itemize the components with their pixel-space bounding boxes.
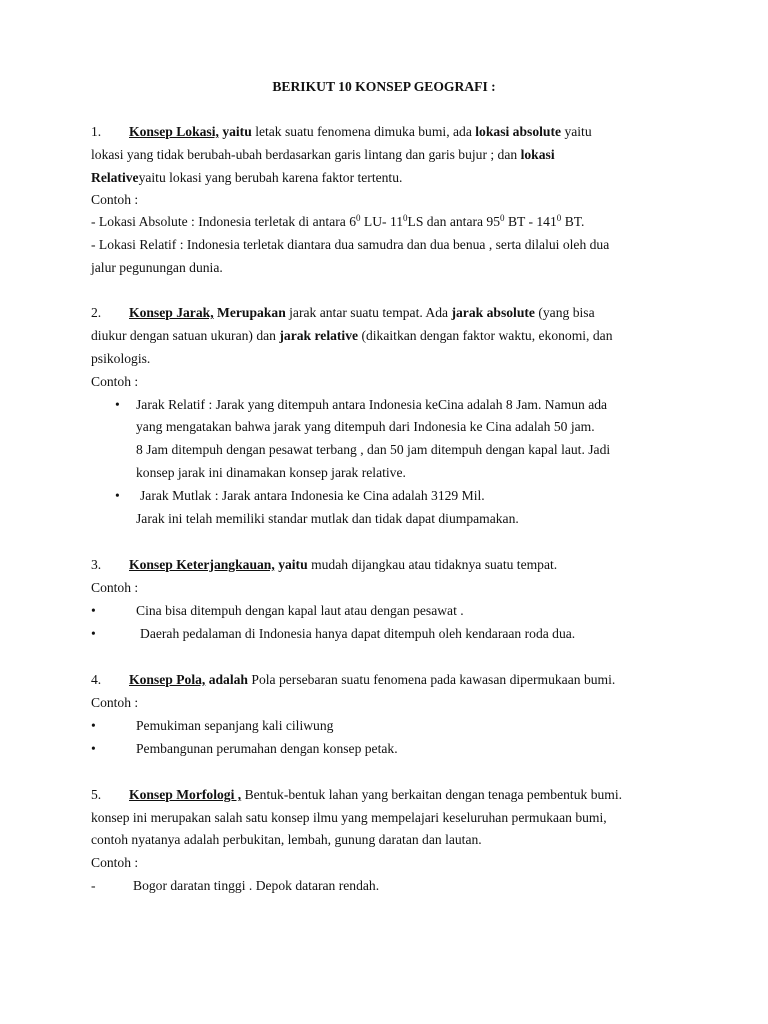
s4-bullet-2: Pembangunan perumahan dengan konsep petak. bbox=[136, 741, 398, 756]
s5-line-3: contoh nyatanya adalah perbukitan, lembah, gunung daratan dan lautan. bbox=[91, 832, 482, 847]
bullet-marker: • bbox=[115, 488, 120, 503]
s3-contoh-label: Contoh : bbox=[91, 580, 139, 595]
s1-term: Konsep Lokasi, bbox=[129, 124, 219, 139]
s4-bullet-1: Pemukiman sepanjang kali ciliwung bbox=[136, 718, 334, 733]
s2-bullet-1-line-1: Jarak Relatif : Jarak yang ditempuh antara Indonesia keCina adalah 8 Jam. Namun ada bbox=[136, 397, 608, 412]
s3-bullet-2: Daerah pedalaman di Indonesia hanya dapat ditempuh oleh kendaraan roda dua. bbox=[140, 626, 576, 641]
bullet-marker: • bbox=[91, 741, 96, 756]
s1-example-2-cont: jalur pegunungan dunia. bbox=[91, 260, 223, 275]
s5-contoh-label: Contoh : bbox=[91, 855, 139, 870]
s3-bullet-1: Cina bisa ditempuh dengan kapal laut atau dengan pesawat . bbox=[136, 603, 464, 618]
s5-line-1: 5. Konsep Morfologi , Bentuk-bentuk lahan yang berkaitan dengan tenaga pembentuk bumi. bbox=[91, 787, 623, 802]
s1-line-3: Relativeyaitu lokasi yang berubah karena faktor tertentu. bbox=[91, 170, 403, 185]
s4-contoh-label: Contoh : bbox=[91, 695, 139, 710]
s1-contoh-label: Contoh : bbox=[91, 192, 139, 207]
s3-line-1: 3. Konsep Keterjangkauan, yaitu mudah dijangkau atau tidaknya suatu tempat. bbox=[91, 557, 558, 572]
s2-bullet-1-line-2: yang mengatakan bahwa jarak yang ditempuh dari Indonesia ke Cina adalah 50 jam. bbox=[136, 419, 595, 434]
s1-line-2: lokasi yang tidak berubah-ubah berdasarkan garis lintang dan garis bujur ; dan lokasi bbox=[91, 147, 555, 162]
s4-term: Konsep Pola, bbox=[129, 672, 206, 687]
s2-contoh-label: Contoh : bbox=[91, 374, 139, 389]
s2-bullet-1-line-3: 8 Jam ditempuh dengan pesawat terbang , dan 50 jam ditempuh dengan kapal laut. Jadi bbox=[136, 442, 611, 457]
bullet-marker: • bbox=[91, 718, 96, 733]
s2-term: Konsep Jarak, bbox=[129, 305, 214, 320]
s1-example-2: - Lokasi Relatif : Indonesia terletak diantara dua samudra dan dua benua , serta dilalui oleh dua bbox=[91, 237, 610, 252]
bullet-marker: • bbox=[115, 397, 120, 412]
page-title: BERIKUT 10 KONSEP GEOGRAFI : bbox=[272, 79, 496, 94]
s3-term: Konsep Keterjangkauan, bbox=[129, 557, 275, 572]
s5-line-2: konsep ini merupakan salah satu konsep ilmu yang mempelajari keseluruhan permukaan bumi, bbox=[91, 810, 607, 825]
bullet-marker: • bbox=[91, 626, 96, 641]
s2-line-1: 2. Konsep Jarak, Merupakan jarak antar suatu tempat. Ada jarak absolute (yang bisa bbox=[91, 305, 595, 320]
s4-line-1: 4. Konsep Pola, adalah Pola persebaran suatu fenomena pada kawasan dipermukaan bumi. bbox=[91, 672, 616, 687]
s1-line-1: 1. Konsep Lokasi, yaitu letak suatu fenomena dimuka bumi, ada lokasi absolute yaitu bbox=[91, 124, 592, 139]
s2-line-3: psikologis. bbox=[91, 351, 151, 366]
s2-bullet-1-line-4: konsep jarak ini dinamakan konsep jarak relative. bbox=[136, 465, 406, 480]
bullet-marker: • bbox=[91, 603, 96, 618]
s1-example-1: - Lokasi Absolute : Indonesia terletak di antara $6^0$ LU- $11^0LS$ dan antara $95^0$ BT - $141^0$ BT. bbox=[91, 213, 585, 229]
s2-bullet-2-line-2: Jarak ini telah memiliki standar mutlak dan tidak dapat diumpamakan. bbox=[136, 511, 519, 526]
dash-marker: - bbox=[91, 878, 96, 893]
s2-bullet-2-line-1: Jarak Mutlak : Jarak antara Indonesia ke Cina adalah 3129 Mil. bbox=[140, 488, 485, 503]
s5-term: Konsep Morfologi , bbox=[129, 787, 242, 802]
s2-line-2: diukur dengan satuan ukuran) dan jarak relative (dikaitkan dengan faktor waktu, ekonomi, dan bbox=[91, 328, 613, 343]
s5-example-1: Bogor daratan tinggi . Depok dataran rendah. bbox=[133, 878, 380, 893]
